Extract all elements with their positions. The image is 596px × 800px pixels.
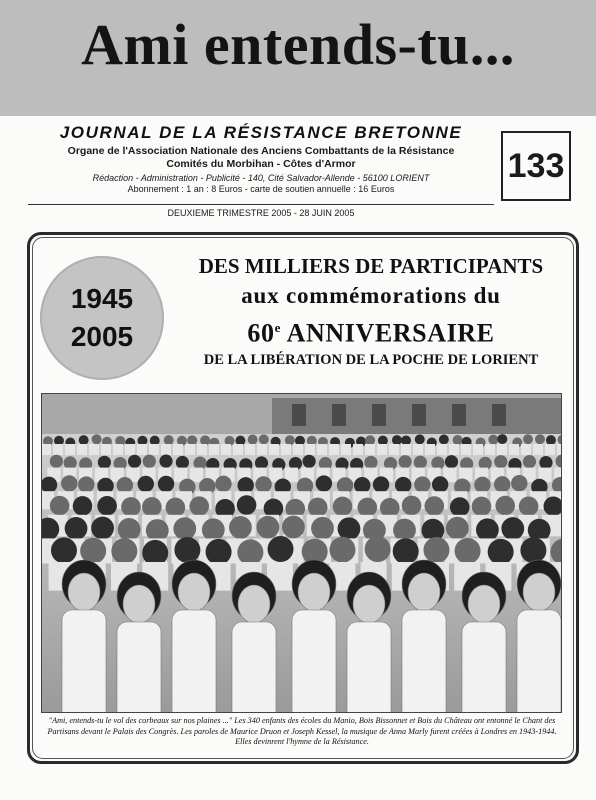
crowd-head — [111, 538, 137, 564]
crowd-head — [364, 456, 377, 469]
child-shirt — [517, 610, 561, 713]
comites-line: Comités du Morbihan - Côtes d'Armor — [166, 158, 356, 170]
crowd-head — [187, 435, 197, 445]
child-face — [353, 585, 385, 623]
crowd-head — [523, 455, 536, 468]
crowd-head — [282, 516, 305, 539]
masthead-banner — [0, 0, 596, 116]
crowd-body — [341, 444, 351, 455]
headline-line-3 — [172, 312, 570, 350]
crowd-head — [64, 456, 77, 469]
crowd-body — [53, 444, 63, 455]
crowd-head — [176, 456, 189, 469]
crowd-head — [311, 517, 334, 540]
crowd-body — [149, 444, 159, 455]
crowd-body — [233, 444, 243, 455]
child-face — [68, 573, 100, 611]
crowd-body — [533, 444, 543, 455]
crowd-head — [439, 435, 449, 445]
crowd-head — [143, 455, 156, 468]
crowd-head — [257, 516, 280, 539]
child-face — [238, 585, 270, 623]
child-face — [298, 573, 330, 611]
crowd-body — [473, 444, 483, 455]
crowd-head — [401, 435, 411, 445]
crowd-head — [523, 434, 533, 444]
crowd-head — [259, 434, 269, 444]
crowd-head — [453, 435, 463, 445]
crowd-head — [402, 496, 422, 516]
crowd-head — [354, 477, 370, 493]
crowd-head — [546, 435, 556, 445]
crowd-head — [202, 518, 225, 541]
crowd-head — [365, 536, 391, 562]
crowd-head — [535, 434, 545, 444]
crowd-head — [158, 476, 174, 492]
crowd-head — [159, 455, 172, 468]
badge-year-end: 2005 — [70, 321, 134, 352]
crowd-body — [77, 444, 87, 455]
crowd-head — [338, 517, 361, 540]
crowd-head — [237, 495, 257, 515]
crowd-body — [521, 444, 531, 455]
crowd-head — [472, 497, 492, 517]
crowd-head — [494, 455, 507, 468]
crowd-head — [474, 477, 490, 493]
crowd-body — [161, 444, 171, 455]
crowd-body — [377, 444, 387, 455]
crowd-head — [91, 517, 114, 540]
crowd-head — [61, 475, 77, 491]
crowd-head — [237, 539, 263, 565]
crowd-head — [316, 475, 332, 491]
child-shirt — [462, 622, 506, 713]
crowd-body — [461, 444, 471, 455]
crowd-head — [446, 517, 469, 540]
crowd-head — [415, 434, 425, 444]
crowd-body — [65, 444, 75, 455]
crowd-head — [121, 497, 141, 517]
crowd-head — [337, 477, 353, 493]
crowd-body — [425, 444, 435, 455]
crowd-body — [221, 444, 231, 455]
crowd-head — [393, 538, 419, 564]
crowd-body — [545, 444, 555, 455]
crowd-head — [488, 539, 514, 565]
crowd-body — [509, 444, 519, 455]
headline-line-1: DES MILLIERS DE PARTICIPANTS — [198, 254, 544, 278]
crowd-head — [329, 537, 355, 563]
anniversary-year-badge — [40, 256, 164, 380]
crowd-head — [455, 538, 481, 564]
subscription-line: Abonnement : 1 an : 8 Euros - carte de soutien annuelle : 16 Euros — [127, 184, 395, 194]
crowd-body — [437, 444, 447, 455]
issue-number-box: 133 — [501, 131, 571, 201]
badge-year-start: 1945 — [70, 283, 134, 314]
crowd-head — [97, 496, 117, 516]
caption-text: Les 340 enfants des écoles du Manio, Bois Bissonnet et Bois du Château ont entonné le Chant des Partisans devant le Palais des Congrès. Les paroles de Maurice Druon et Joseph Kessel, la musique de Anna Marly furent créées à Londres en 1943-1944. Elles devinrent l'hymne de la Résistance. — [47, 716, 557, 746]
child-shirt — [172, 610, 216, 713]
crowd-head — [206, 539, 232, 565]
crowd-body — [190, 468, 203, 483]
crowd-head — [308, 498, 328, 518]
child-shirt — [117, 622, 161, 713]
crowd-head — [423, 537, 449, 563]
crowd-body — [365, 444, 375, 455]
crowd-head — [520, 537, 546, 563]
child-shirt — [347, 622, 391, 713]
crowd-body — [209, 444, 219, 455]
crowd-head — [51, 537, 77, 563]
redaction-address: Rédaction - Administration - Publicité - 140, Cité Salvador-Allende - 56100 LORIENT — [92, 173, 430, 183]
crowd-head — [268, 536, 294, 562]
photo-caption — [44, 716, 560, 748]
crowd-head — [392, 435, 402, 445]
crowd-head — [78, 476, 94, 492]
header-divider — [28, 204, 494, 205]
crowd-head — [393, 519, 416, 542]
crowd-head — [255, 476, 271, 492]
crowd-body — [185, 444, 195, 455]
crowd-head — [399, 455, 412, 468]
issue-date: DEUXIEME TRIMESTRE 2005 - 28 JUIN 2005 — [167, 208, 355, 218]
crowd-body — [485, 444, 495, 455]
child-shirt — [62, 610, 106, 713]
headline-ordinal: e — [274, 320, 281, 335]
child-face — [178, 573, 210, 611]
crowd-head — [285, 435, 295, 445]
crowd-head — [173, 517, 196, 540]
crowd-body — [245, 444, 255, 455]
crowd-head — [117, 477, 133, 493]
crowd-head — [395, 477, 411, 493]
journal-title: JOURNAL DE LA RÉSISTANCE BRETONNE — [59, 123, 463, 142]
crowd-body — [173, 444, 183, 455]
crowd-head — [248, 435, 258, 445]
crowd-head — [138, 476, 154, 492]
crowd-head — [414, 476, 430, 492]
crowd-body — [293, 444, 303, 455]
crowd-body — [197, 444, 207, 455]
child-face — [123, 585, 155, 623]
crowd-head — [488, 435, 498, 445]
crowd-head — [128, 455, 141, 468]
headline-number: 60 — [247, 318, 275, 348]
headline-line-4: DE LA LIBÉRATION DE LA POCHE DE LORIENT — [203, 351, 539, 368]
child-shirt — [232, 622, 276, 713]
crowd-head — [494, 476, 510, 492]
crowd-body — [353, 444, 363, 455]
crowd-head — [237, 477, 253, 493]
crowd-body — [305, 444, 315, 455]
crowd-head — [539, 456, 552, 469]
photo-illustration — [42, 394, 562, 713]
organization-line: Organe de l'Association Nationale des Anciens Combattants de la Résistance — [67, 145, 455, 157]
crowd-head — [365, 435, 375, 445]
crowd-head — [118, 518, 141, 541]
crowd-head — [92, 434, 102, 444]
crowd-head — [476, 518, 499, 541]
child-shirt — [402, 610, 446, 713]
crowd-head — [501, 517, 524, 540]
crowd-head — [174, 537, 200, 563]
crowd-head — [333, 497, 353, 517]
crowd-head — [200, 435, 210, 445]
crowd-body — [329, 444, 339, 455]
child-shirt — [292, 610, 336, 713]
crowd-head — [50, 496, 70, 516]
crowd-head — [73, 496, 93, 516]
crowd-head — [215, 476, 231, 492]
child-face — [523, 573, 555, 611]
crowd-head — [65, 517, 88, 540]
crowd-body — [401, 444, 411, 455]
crowd-body — [269, 444, 279, 455]
crowd-head — [450, 497, 470, 517]
crowd-body — [497, 444, 507, 455]
crowd-body — [281, 444, 291, 455]
crowd-body — [389, 444, 399, 455]
child-face — [408, 573, 440, 611]
crowd-body — [449, 444, 459, 455]
crowd-body — [413, 444, 423, 455]
crowd-head — [79, 435, 89, 445]
crowd-head — [50, 455, 63, 468]
crowd-body — [101, 444, 111, 455]
children-choir-photo — [41, 393, 562, 713]
crowd-head — [142, 497, 162, 517]
crowd-head — [164, 435, 174, 445]
crowd-body — [113, 444, 123, 455]
crowd-head — [519, 497, 539, 517]
crowd-head — [303, 455, 316, 468]
cover-headline — [172, 252, 570, 370]
masthead-title: Ami entends-tu... — [81, 12, 515, 77]
crowd-head — [166, 498, 186, 518]
crowd-body — [557, 444, 562, 455]
crowd-head — [445, 455, 458, 468]
journal-header — [28, 122, 494, 195]
crowd-body — [257, 444, 267, 455]
crowd-head — [98, 456, 111, 469]
child-face — [468, 585, 500, 623]
crowd-body — [42, 444, 51, 455]
crowd-head — [380, 498, 400, 518]
crowd-body — [317, 444, 327, 455]
headline-line-2: aux commémorations du — [241, 283, 501, 308]
crowd-body — [137, 444, 147, 455]
crowd-head — [495, 496, 515, 516]
crowd-head — [229, 516, 252, 539]
headline-anniversaire: ANNIVERSAIRE — [280, 318, 495, 348]
crowd-body — [89, 444, 99, 455]
crowd-head — [425, 496, 445, 516]
crowd-head — [358, 498, 378, 518]
crowd-head — [511, 475, 527, 491]
crowd-body — [125, 444, 135, 455]
crowd-head — [414, 456, 427, 469]
caption-quote: "Ami, entends-tu le vol des corbeaux sur nos plaines ..." — [48, 716, 233, 725]
crowd-head — [189, 496, 209, 516]
crowd-head — [432, 476, 448, 492]
crowd-head — [373, 476, 389, 492]
crowd-head — [497, 434, 507, 444]
